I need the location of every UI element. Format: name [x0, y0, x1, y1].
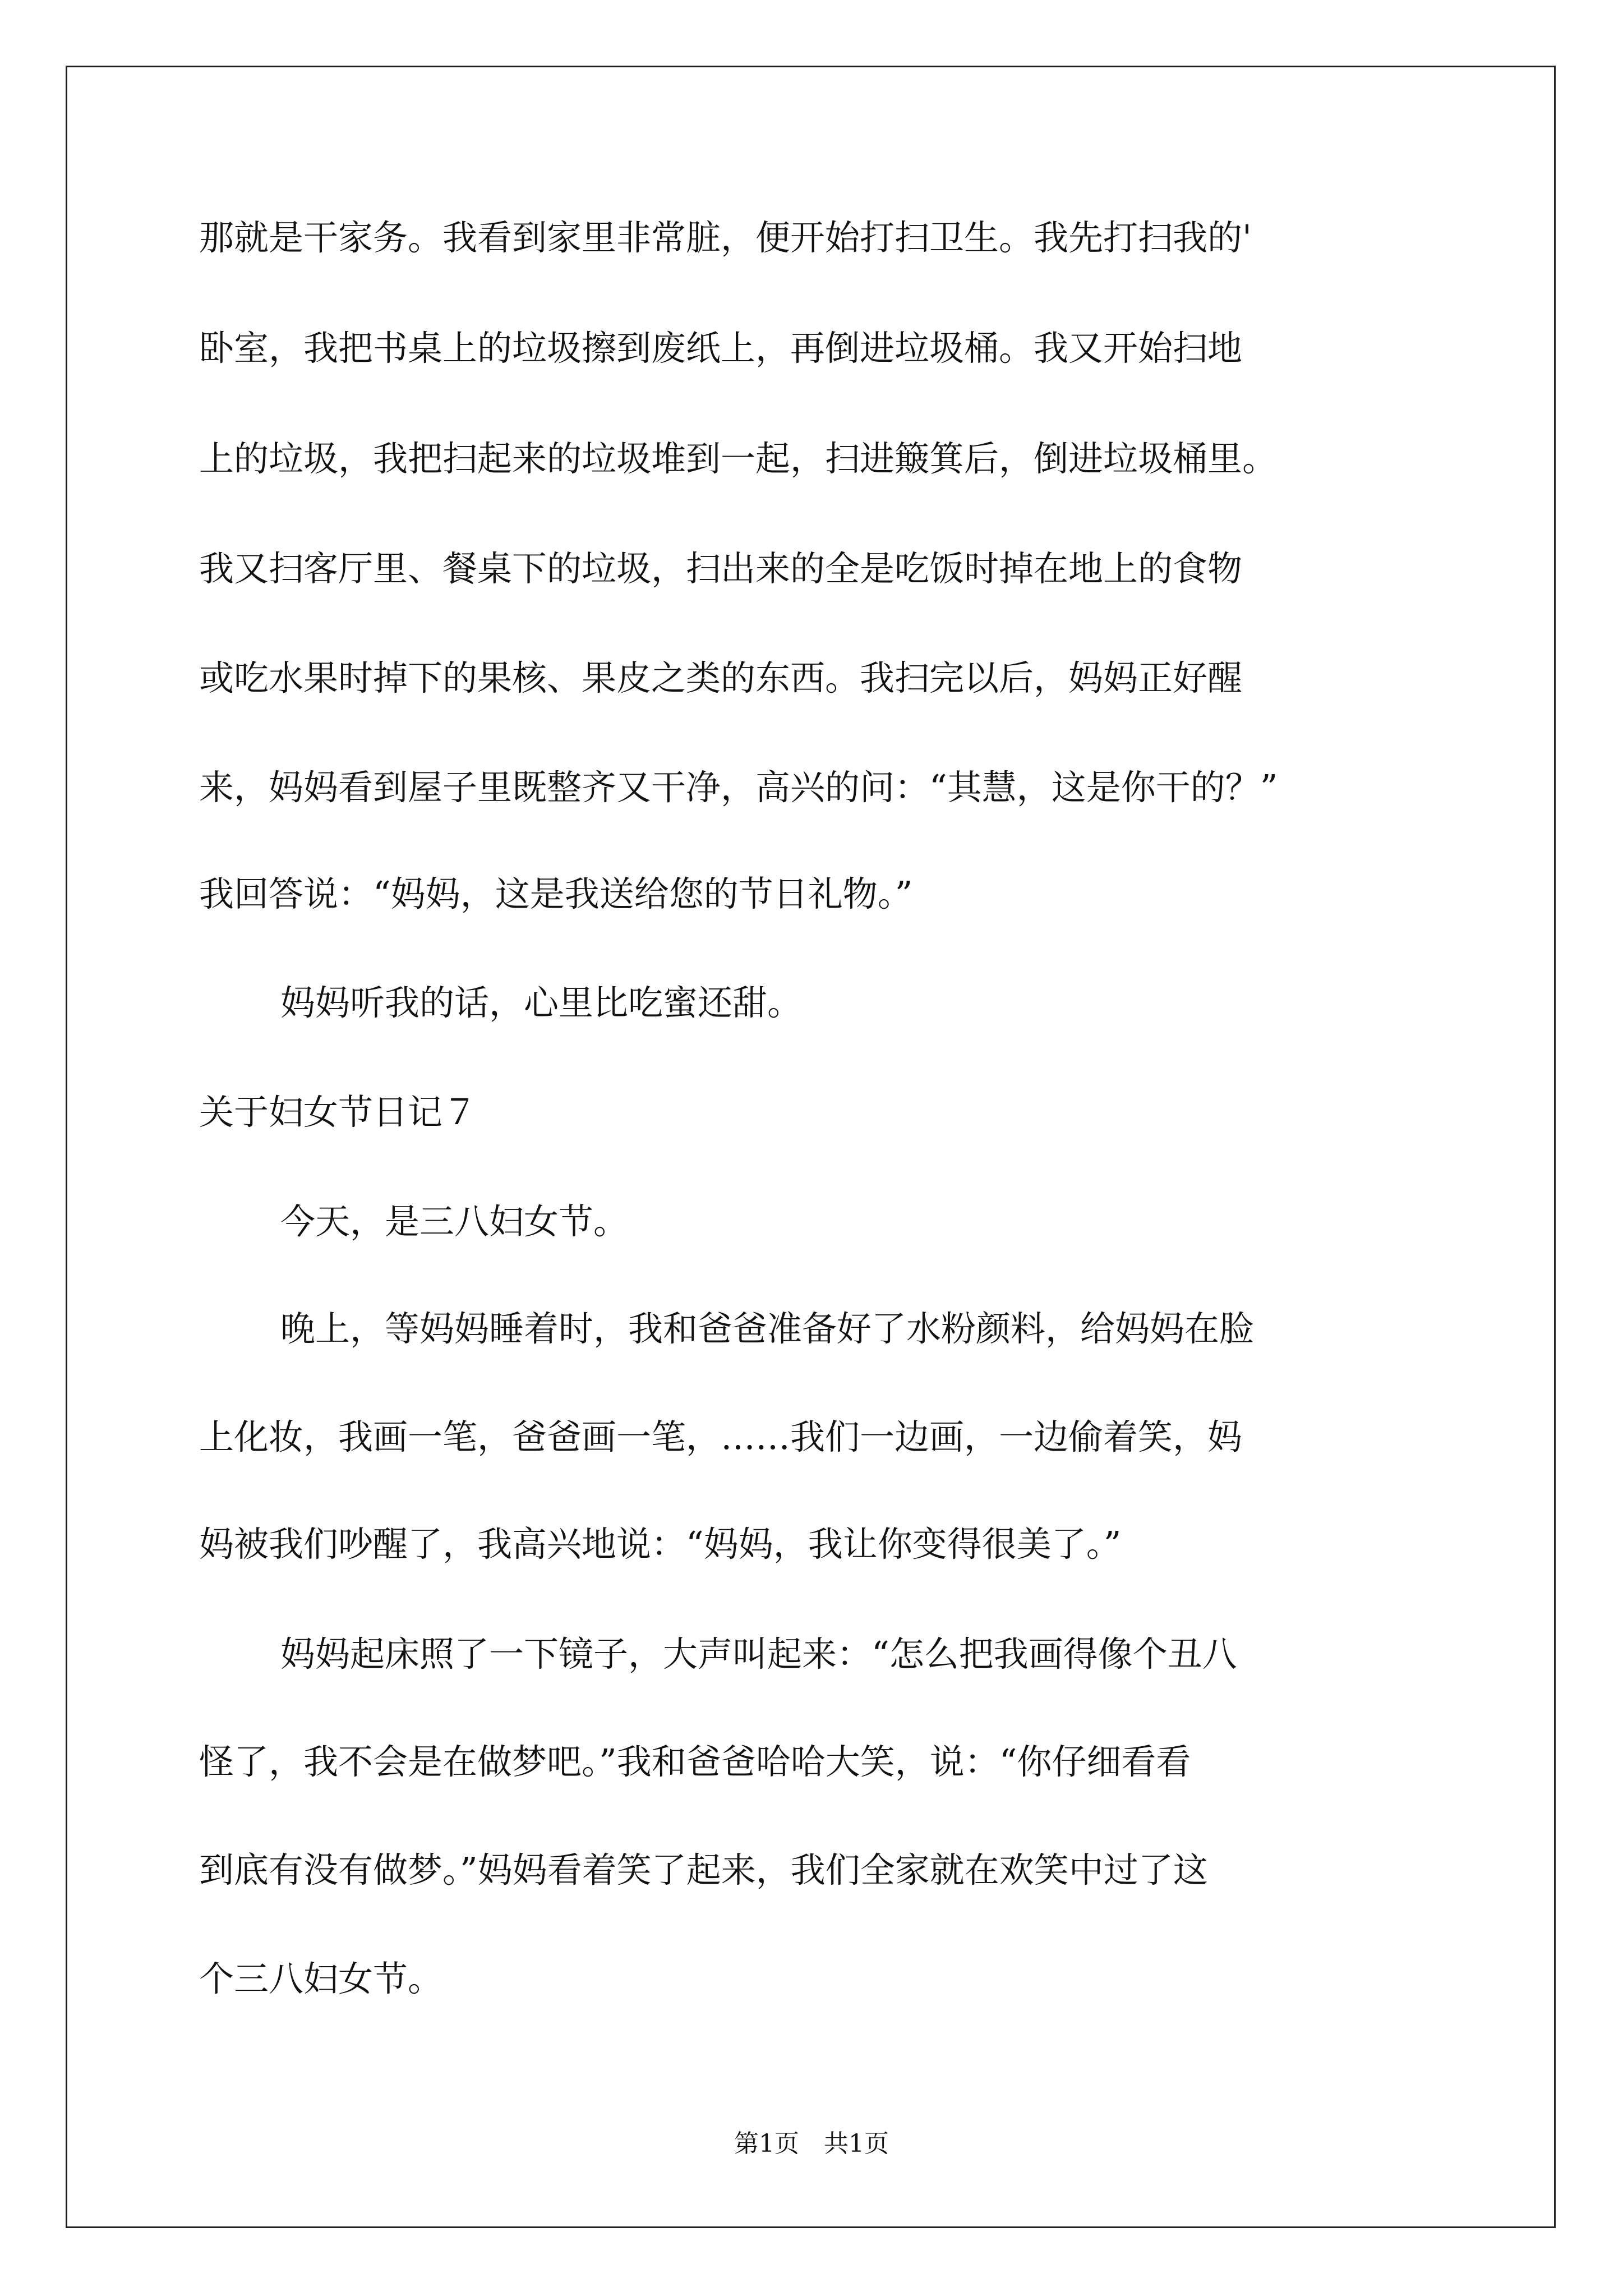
paragraph-line: 上的垃圾，我把扫起来的垃圾堆到一起，扫进簸箕后，倒进垃圾桶里。 [199, 438, 1278, 479]
page-border [66, 66, 1556, 2228]
paragraph-line: 那就是干家务。我看到家里非常脏，便开始打扫卫生。我先打扫我的' [199, 217, 1252, 258]
paragraph-line: 我又扫客厅里、餐桌下的垃圾，扫出来的全是吃饭时掉在地上的食物 [199, 548, 1243, 589]
paragraph-line: 或吃水果时掉下的果核、果皮之类的东西。我扫完以后，妈妈正好醒 [199, 657, 1243, 698]
page-number: 第1页 [734, 2129, 799, 2158]
paragraph-line: 晚上，等妈妈睡着时，我和爸爸准备好了水粉颜料，给妈妈在脸 [280, 1308, 1255, 1349]
paragraph-line: 卧室，我把书桌上的垃圾擦到废纸上，再倒进垃圾桶。我又开始扫地 [199, 328, 1243, 369]
paragraph-line: 怪了，我不会是在做梦吧。”我和爸爸哈哈大笑，说：“你仔细看看 [199, 1741, 1191, 1782]
paragraph-line: 我回答说：“妈妈，这是我送给您的节日礼物。” [199, 873, 913, 914]
page-total: 共1页 [824, 2129, 889, 2158]
paragraph-line: 个三八妇女节。 [199, 1958, 443, 1999]
paragraph-line: 妈妈听我的话，心里比吃蜜还甜。 [280, 982, 803, 1023]
paragraph-line: 到底有没有做梦。”妈妈看着笑了起来，我们全家就在欢笑中过了这 [199, 1849, 1208, 1890]
section-heading: 关于妇女节日记７ [199, 1092, 478, 1133]
paragraph-line: 妈妈起床照了一下镜子，大声叫起来：“怎么把我画得像个丑八 [280, 1634, 1237, 1674]
page-footer [0, 2129, 1623, 2158]
paragraph-line: 今天，是三八妇女节。 [280, 1201, 629, 1242]
paragraph-line: 上化妆，我画一笔，爸爸画一笔，……我们一边画，一边偷着笑，妈 [199, 1416, 1243, 1457]
paragraph-line: 妈被我们吵醒了，我高兴地说：“妈妈，我让你变得很美了。” [199, 1524, 1122, 1565]
paragraph-line: 来，妈妈看到屋子里既整齐又干净，高兴的问：“其慧，这是你干的？” [199, 767, 1278, 808]
